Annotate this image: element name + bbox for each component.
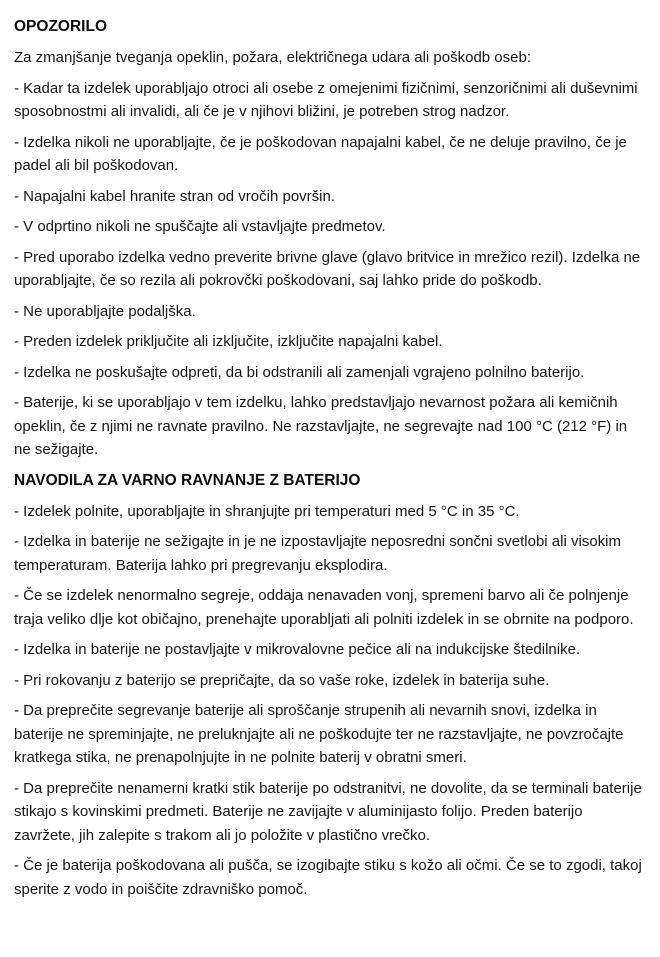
battery-item: - Izdelek polnite, uporabljajte in shranjujte pri temperaturi med 5 °C in 35 °C. <box>14 502 520 520</box>
warning-item: - Preden izdelek priključite ali izključite, izključite napajalni kabel. <box>14 333 443 350</box>
warning-item: - Baterije, ki se uporabljajo v tem izdelku, lahko predstavljajo nevarnost požara ali kemičnih opeklin, če z njimi ne ravnate pravilno. Ne razstavljajte, ne segrevajte nad 100 °C (212 °F) in ne sežigajte. <box>14 394 628 458</box>
warning-item: - Ne uporabljajte podaljška. <box>14 302 196 320</box>
battery-section-heading: NAVODILA ZA VARNO RAVNANJE Z BATERIJO <box>14 471 361 489</box>
warning-item: - Kadar ta izdelek uporabljajo otroci ali osebe z omejenimi fizičnimi, senzoričnimi ali duševnimi sposobnostmi ali invalidi, ali če je v njihovi bližini, je potreben strog nadzor. <box>14 79 638 120</box>
warning-intro: Za zmanjšanje tveganja opeklin, požara, električnega udara ali poškodb oseb: <box>14 49 531 66</box>
battery-item: - Da preprečite nenamerni kratki stik baterije po odstranitvi, ne dovolite, da se terminali baterije stikajo s kovinskimi predmeti. Baterije ne zavijajte v aluminijasto folijo. Preden baterijo zavržete, jih zalepite s trakom ali jo položite v plastično vrečko. <box>14 779 642 844</box>
battery-item: - Da preprečite segrevanje baterije ali sproščanje strupenih ali nevarnih snovi, izdelka in baterije ne spreminjajte, ne preluknjajte ali ne poškodujte ter ne razstavljajte, ne povzročajte kratkega stika, ne prenapolnjujte in ne polnite baterij v obratni smeri. <box>14 702 624 766</box>
battery-item: - Če se izdelek nenormalno segreje, oddaja nenavaden vonj, spremeni barvo ali če polnjenje traja veliko dlje kot običajno, prenehajte uporabljati ali polniti izdelek in se obrnite na podporo. <box>14 587 634 628</box>
warning-item: - Izdelka ne poskušajte odpreti, da bi odstranili ali zamenjali vgrajeno polnilno baterijo. <box>14 363 585 381</box>
warning-item: - Napajalni kabel hranite stran od vročih površin. <box>14 187 335 205</box>
battery-item: - Izdelka in baterije ne postavljajte v mikrovalovne pečice ali na indukcijske štedilnike. <box>14 641 581 658</box>
battery-item: - Če je baterija poškodovana ali pušča, se izogibajte stiku s kožo ali očmi. Če se to zgodi, takoj sperite z vodo in poiščite zdravniško pomoč. <box>14 857 642 898</box>
warning-item: - Pred uporabo izdelka vedno preverite brivne glave (glavo britvice in mrežico rezil). Izdelka ne uporabljajte, če so rezila ali pokrovčki poškodovani, saj lahko pride do poškodb. <box>14 248 641 289</box>
battery-item: - Pri rokovanju z baterijo se prepričajte, da so vaše roke, izdelek in baterija suhe. <box>14 671 550 689</box>
warning-section-heading: OPOZORILO <box>14 18 107 35</box>
warning-item: - Izdelka nikoli ne uporabljajte, če je poškodovan napajalni kabel, če ne deluje pravilno, če je padel ali bil poškodovan. <box>14 133 627 174</box>
warning-item: - V odprtino nikoli ne spuščajte ali vstavljajte predmetov. <box>14 218 386 235</box>
battery-item: - Izdelka in baterije ne sežigajte in je ne izpostavljajte neposredni sončni svetlobi ali visokim temperaturam. Baterija lahko pri pregrevanju eksplodira. <box>14 533 621 574</box>
